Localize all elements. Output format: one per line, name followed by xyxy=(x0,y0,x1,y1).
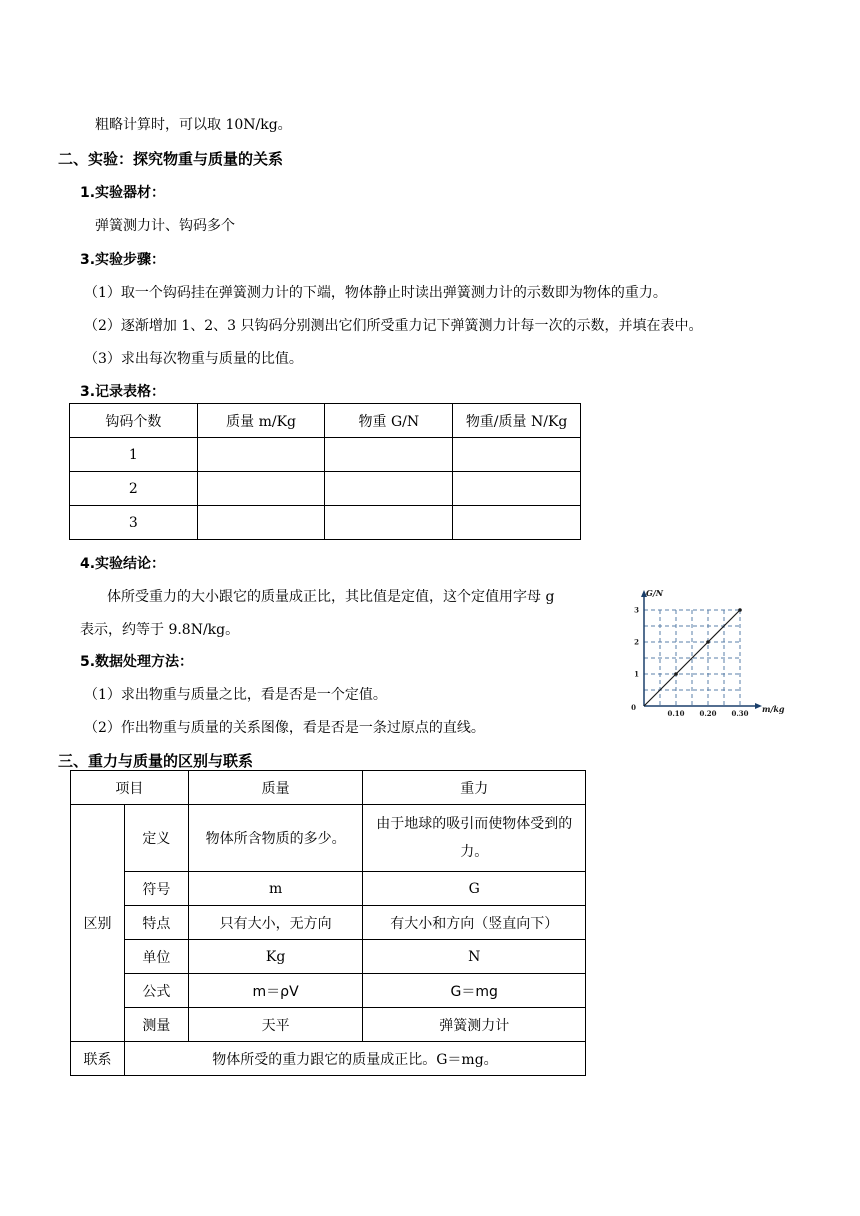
table-row xyxy=(71,906,586,940)
data-point xyxy=(706,640,710,644)
gravity-cell: G＝mg xyxy=(363,974,586,1008)
conclusion-line1: 体所受重力的大小跟它的质量成正比，其比值是定值，这个定值用字母 g xyxy=(107,589,555,605)
step-2: （2）逐渐增加 1、2、3 只钩码分别测出它们所受重力记下弹簧测力计每一次的示数，并填在表中。 xyxy=(84,318,703,334)
x-tick-label: 0.30 xyxy=(731,709,749,718)
method-heading: 5.数据处理方法： xyxy=(80,654,194,670)
table-cell xyxy=(325,472,453,506)
y-tick-label: 2 xyxy=(634,637,639,647)
table-row xyxy=(71,805,586,872)
equipment-text: 弹簧测力计、钩码多个 xyxy=(95,218,235,234)
table-row xyxy=(70,506,581,540)
steps-heading: 3.实验步骤： xyxy=(80,252,166,268)
x-tick-label: 0.20 xyxy=(699,709,717,718)
row-label: 定义 xyxy=(124,805,188,872)
row-label: 测量 xyxy=(124,1008,188,1042)
gravity-cell: N xyxy=(363,940,586,974)
x-axis-label: m/kg xyxy=(762,704,785,714)
method-1: （1）求出物重与质量之比，看是否是一个定值。 xyxy=(84,687,387,703)
group-diff-label: 区别 xyxy=(71,805,125,1042)
record-heading: 3.记录表格： xyxy=(80,384,166,400)
header-gravity: 重力 xyxy=(363,771,586,805)
section3-title: 三、重力与质量的区别与联系 xyxy=(58,752,254,770)
conclusion-heading: 4.实验结论： xyxy=(80,556,166,572)
step-3: （3）求出每次物重与质量的比值。 xyxy=(84,351,303,367)
conclusion-line2: 表示，约等于 9.8N/kg。 xyxy=(80,622,240,638)
y-axis-label: G/N xyxy=(646,588,664,598)
table-row xyxy=(70,472,581,506)
table-cell: 3 xyxy=(70,506,198,540)
table-row xyxy=(71,974,586,1008)
intro-line: 粗略计算时，可以取 10N/kg。 xyxy=(95,117,292,133)
header-mass: 质量 m/Kg xyxy=(197,404,325,438)
data-point xyxy=(674,672,678,676)
origin-label: 0 xyxy=(631,703,636,712)
table-row xyxy=(70,438,581,472)
row-label: 特点 xyxy=(124,906,188,940)
header-count: 钩码个数 xyxy=(70,404,198,438)
header-ratio: 物重/质量 N/Kg xyxy=(453,404,581,438)
table-cell xyxy=(453,472,581,506)
mass-cell: 物体所含物质的多少。 xyxy=(188,805,363,872)
table-row xyxy=(71,1042,586,1076)
header-weight: 物重 G/N xyxy=(325,404,453,438)
mass-cell: Kg xyxy=(188,940,363,974)
table-header-row xyxy=(70,404,581,438)
mass-cell: 天平 xyxy=(188,1008,363,1042)
gravity-cell: 由于地球的吸引而使物体受到的力。 xyxy=(363,805,586,872)
gravity-cell: 弹簧测力计 xyxy=(363,1008,586,1042)
table-cell xyxy=(197,438,325,472)
gravity-cell: G xyxy=(363,872,586,906)
chart-series xyxy=(644,608,742,706)
step-1: （1）取一个钩码挂在弹簧测力计的下端，物体静止时读出弹簧测力计的示数即为物体的重力。 xyxy=(84,285,667,301)
gravity-mass-chart xyxy=(626,586,794,718)
header-item: 项目 xyxy=(71,771,189,805)
equipment-heading: 1.实验器材： xyxy=(80,185,166,201)
table-cell xyxy=(325,506,453,540)
x-axis-arrow xyxy=(755,703,762,709)
gravity-cell: 有大小和方向（竖直向下） xyxy=(363,906,586,940)
table-cell xyxy=(197,506,325,540)
y-tick-label: 3 xyxy=(634,605,639,615)
method-2: （2）作出物重与质量的关系图像，看是否是一条过原点的直线。 xyxy=(84,720,485,736)
row-label: 单位 xyxy=(124,940,188,974)
y-tick-label: 1 xyxy=(634,669,639,679)
header-mass: 质量 xyxy=(188,771,363,805)
table-row xyxy=(71,1008,586,1042)
table-row xyxy=(71,940,586,974)
table-cell: 2 xyxy=(70,472,198,506)
comparison-table xyxy=(70,770,586,1076)
mass-cell: m xyxy=(188,872,363,906)
table-cell xyxy=(453,506,581,540)
mass-cell: 只有大小，无方向 xyxy=(188,906,363,940)
table-cell xyxy=(453,438,581,472)
section2-title: 二、实验：探究物重与质量的关系 xyxy=(58,150,284,168)
record-table xyxy=(69,403,581,540)
mass-cell: m＝ρV xyxy=(188,974,363,1008)
table-cell xyxy=(325,438,453,472)
row-label: 符号 xyxy=(124,872,188,906)
data-point xyxy=(738,608,742,612)
relation-label: 联系 xyxy=(71,1042,125,1076)
x-tick-label: 0.10 xyxy=(667,709,685,718)
table-cell xyxy=(197,472,325,506)
row-label: 公式 xyxy=(124,974,188,1008)
table-header-row xyxy=(71,771,586,805)
table-cell: 1 xyxy=(70,438,198,472)
table-row xyxy=(71,872,586,906)
relation-text: 物体所受的重力跟它的质量成正比。G＝mg。 xyxy=(124,1042,585,1076)
